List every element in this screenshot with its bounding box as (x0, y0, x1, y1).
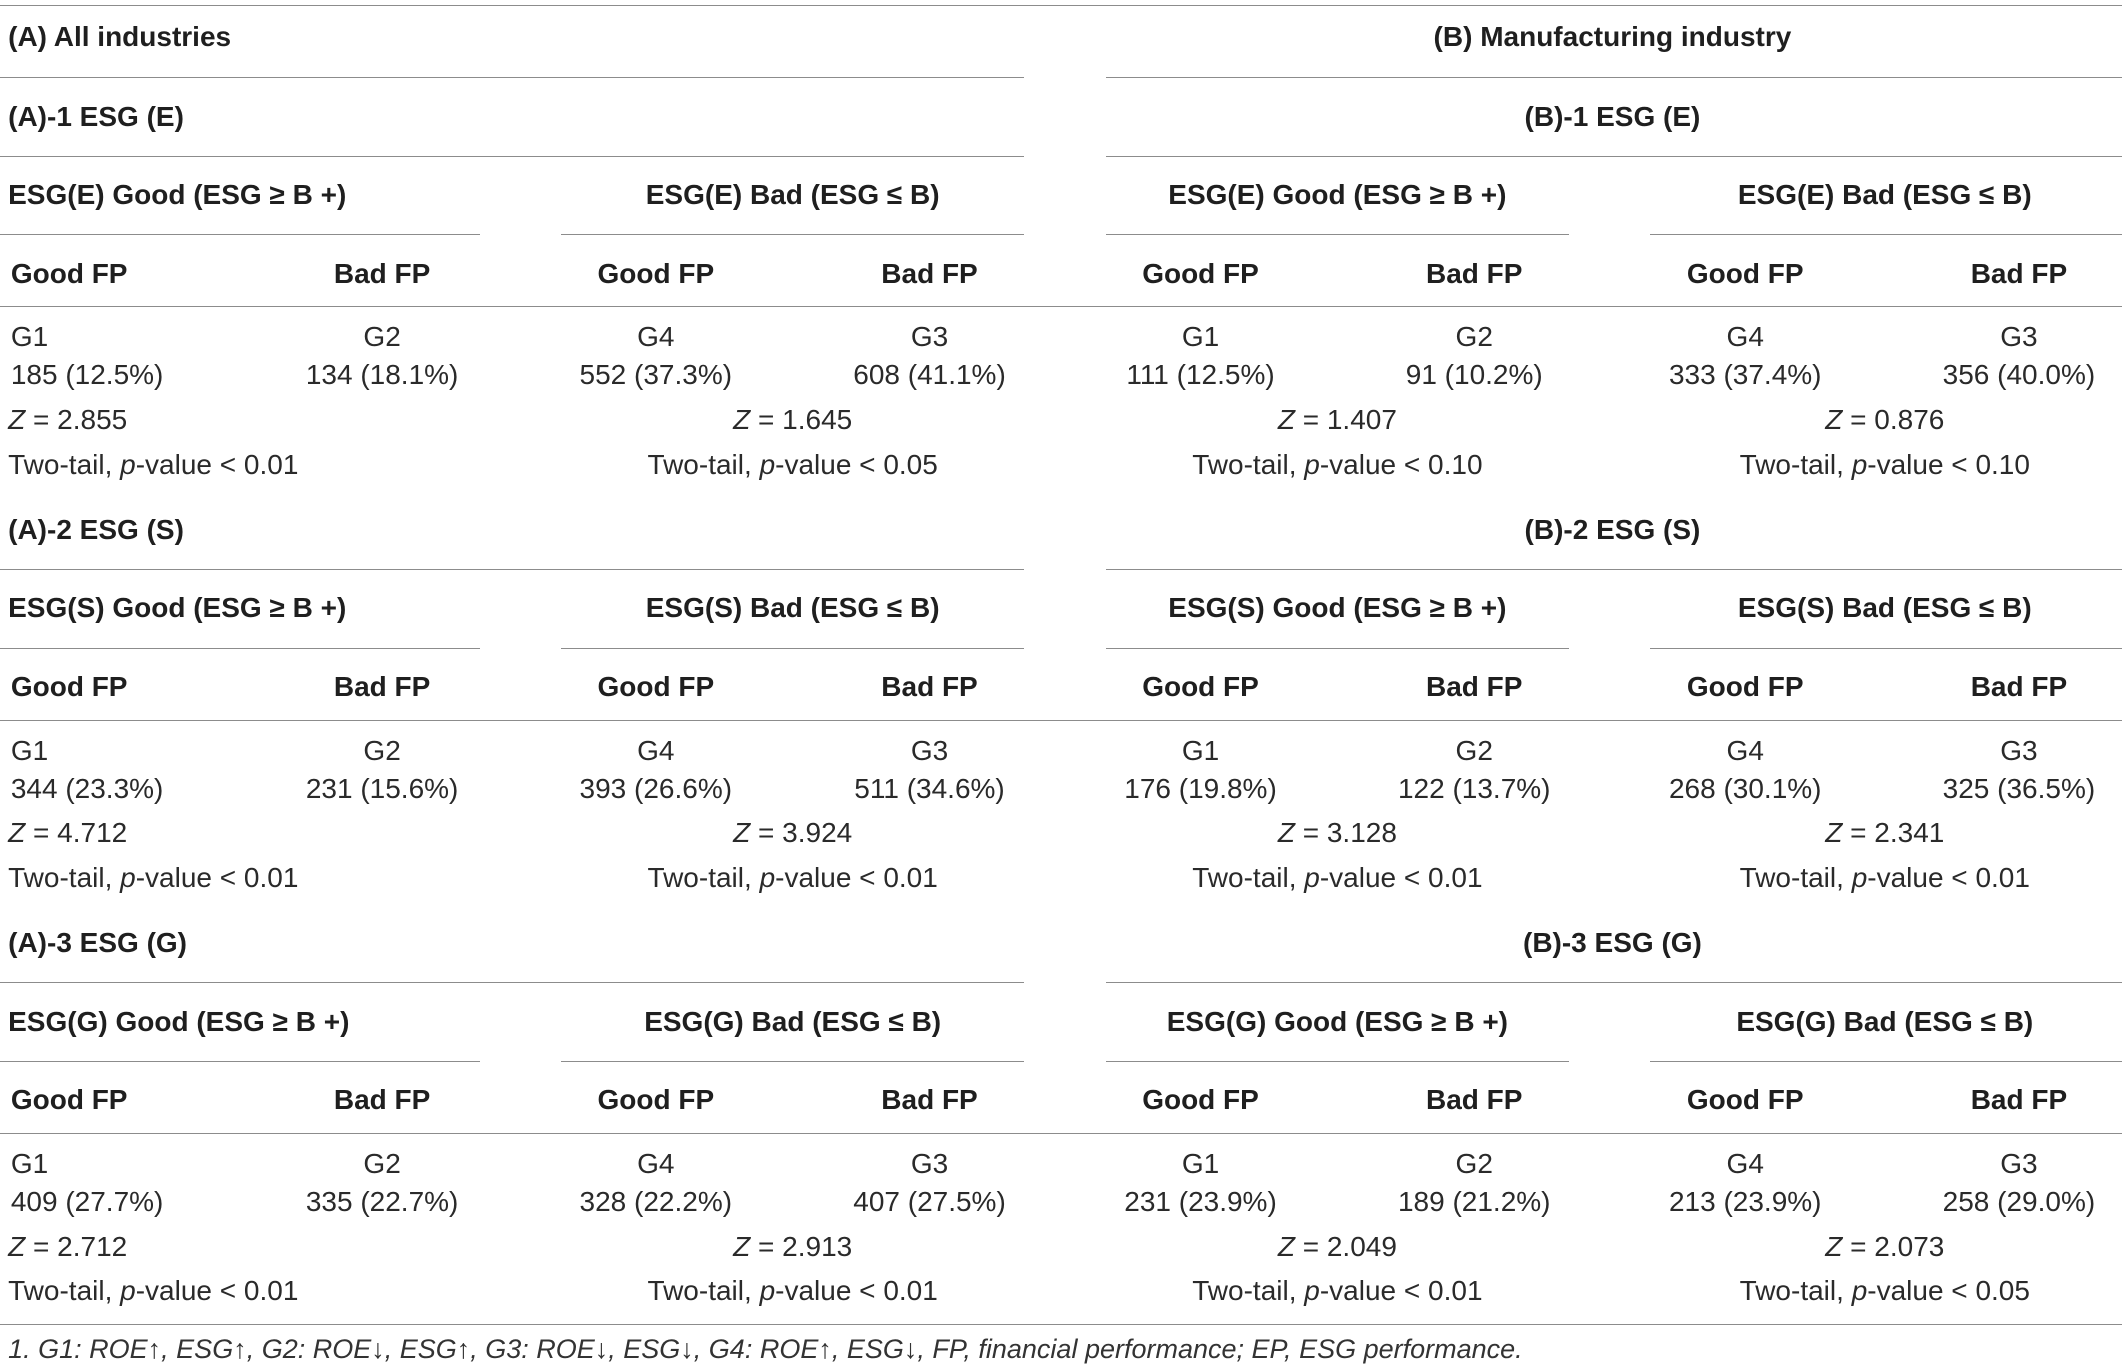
p-value-line (8, 448, 299, 480)
p-value-line (1740, 864, 2030, 892)
count-left: 333 (37.4%) (1668, 359, 1822, 391)
p-value-line (648, 864, 938, 892)
p-value-label: -value (135, 862, 212, 894)
bottom-rule (0, 1324, 2122, 1325)
p-value-label: -value (1867, 1275, 1944, 1307)
good-fp-header: Good FP (597, 1084, 715, 1116)
group-label-left: G4 (637, 1147, 675, 1179)
good-esg-group-header: ESG(E) Good (ESG ≥ B +) (1168, 179, 1507, 211)
z-value: = 4.712 (25, 817, 128, 849)
p-value-line (1192, 1277, 1482, 1305)
section-title-a: (A)-2 ESG (S) (8, 513, 184, 545)
two-tail-label: Two-tail, (1192, 1275, 1305, 1307)
bad-fp-header: Bad FP (881, 670, 978, 702)
z-statistic (733, 406, 852, 434)
bad-esg-group-header: ESG(G) Bad (ESG ≤ B) (1736, 1005, 2034, 1037)
p-symbol: p (120, 1275, 136, 1307)
p-symbol: p (1304, 1275, 1320, 1307)
z-symbol: Z (1825, 817, 1843, 849)
rule-under-group-header (561, 1061, 1024, 1062)
z-statistic (733, 819, 852, 847)
z-statistic (8, 1230, 128, 1262)
rule-under-section-title-a (0, 982, 1024, 983)
bad-fp-header: Bad FP (1426, 670, 1523, 702)
good-fp-header: Good FP (1686, 670, 1804, 702)
group-label-left: G1 (10, 734, 49, 766)
section-title-a: (A)-3 ESG (G) (8, 927, 188, 959)
p-threshold: < 0.01 (1396, 1275, 1483, 1307)
rule-under-group-header (1650, 648, 2122, 649)
two-tail-label: Two-tail, (8, 448, 121, 480)
good-fp-header: Good FP (10, 670, 128, 702)
rule-under-section-title-a (0, 569, 1024, 570)
p-threshold: < 0.10 (1396, 448, 1483, 480)
p-symbol: p (120, 862, 136, 894)
group-label-right: G2 (1455, 1147, 1493, 1179)
z-value: = 2.712 (25, 1230, 128, 1262)
p-value-label: -value (1319, 1275, 1397, 1307)
rule-under-group-header (561, 234, 1024, 235)
p-symbol: p (759, 448, 776, 480)
bad-fp-header: Bad FP (881, 1084, 978, 1116)
group-label-left: G1 (1181, 734, 1220, 766)
rule-under-group-header (1106, 234, 1569, 235)
z-symbol: Z (733, 1230, 751, 1262)
good-fp-header: Good FP (1142, 257, 1259, 289)
count-left: 111 (12.5%) (1126, 359, 1275, 391)
two-tail-label: Two-tail, (1739, 448, 1852, 480)
z-value: = 3.924 (750, 817, 853, 849)
rule-under-section-title-b (1106, 156, 2122, 157)
p-value-line (648, 1277, 938, 1305)
group-label-right: G3 (2000, 734, 2038, 766)
z-statistic (8, 406, 127, 434)
p-value-label: -value (135, 1275, 212, 1307)
z-value: = 3.128 (1294, 817, 1397, 849)
count-left: 268 (30.1%) (1668, 772, 1822, 804)
z-statistic (1278, 406, 1397, 434)
p-threshold: < 0.01 (212, 1275, 299, 1307)
z-value: = 1.407 (1294, 404, 1397, 436)
group-label-left: G4 (1726, 734, 1764, 766)
good-esg-group-header: ESG(G) Good (ESG ≥ B +) (8, 1005, 350, 1037)
p-value-label: -value (775, 1275, 852, 1307)
group-label-right: G3 (2000, 321, 2038, 353)
p-threshold: < 0.05 (1943, 1275, 2030, 1307)
count-right: 122 (13.7%) (1397, 772, 1551, 804)
group-label-left: G4 (1726, 321, 1764, 353)
p-value-label: -value (135, 448, 212, 480)
z-symbol: Z (8, 404, 26, 436)
rule-under-group-header (1106, 648, 1569, 649)
two-tail-label: Two-tail, (647, 448, 760, 480)
z-statistic (733, 1230, 853, 1262)
good-fp-header: Good FP (597, 670, 715, 702)
bad-esg-group-header: ESG(S) Bad (ESG ≤ B) (1737, 592, 2032, 624)
rule-under-section-title-a (0, 156, 1024, 157)
p-symbol: p (1851, 448, 1868, 480)
p-value-label: -value (1867, 448, 1944, 480)
rule-under-fp-header (0, 720, 2122, 721)
group-label-left: G1 (1181, 1147, 1220, 1179)
good-fp-header: Good FP (1686, 1084, 1804, 1116)
group-label-left: G1 (10, 1147, 49, 1179)
good-esg-group-header: ESG(S) Good (ESG ≥ B +) (8, 592, 347, 624)
rule-under-group-header (1106, 1061, 1569, 1062)
rule-under-fp-header (0, 306, 2122, 307)
count-left: 176 (19.8%) (1124, 772, 1277, 804)
rule-under-group-header (0, 234, 480, 235)
rule-under-group-header (0, 648, 480, 649)
p-value-line (1192, 864, 1482, 892)
count-left: 552 (37.3%) (579, 359, 733, 391)
p-value-line (647, 448, 938, 480)
footnote: 1. G1: ROE↑, ESG↑, G2: ROE↓, ESG↑, G3: ROE↓, ESG↓, G4: ROE↑, ESG↓, FP, financial performance; EP, ESG performance. (8, 1334, 1523, 1365)
bad-esg-group-header: ESG(E) Bad (ESG ≤ B) (645, 179, 940, 211)
p-threshold: < 0.01 (212, 448, 299, 480)
bad-fp-header: Bad FP (333, 670, 431, 702)
count-right: 511 (34.6%) (854, 772, 1005, 804)
z-symbol: Z (733, 404, 751, 436)
p-value-line (1739, 448, 2030, 480)
two-tail-label: Two-tail, (647, 1275, 760, 1307)
good-fp-header: Good FP (597, 257, 715, 289)
group-label-right: G2 (363, 1147, 401, 1179)
z-symbol: Z (733, 817, 751, 849)
z-value: = 2.855 (25, 404, 128, 436)
z-symbol: Z (1277, 817, 1295, 849)
z-symbol: Z (1825, 404, 1843, 436)
p-value-label: -value (1867, 862, 1944, 894)
p-threshold: < 0.10 (1943, 448, 2030, 480)
group-label-left: G4 (637, 734, 675, 766)
count-left: 328 (22.2%) (579, 1185, 733, 1217)
count-left: 185 (12.5%) (10, 359, 164, 391)
z-value: = 2.073 (1842, 1230, 1945, 1262)
z-symbol: Z (8, 1230, 26, 1262)
z-value: = 2.913 (750, 1230, 853, 1262)
rule-under-section-title-b (1106, 569, 2122, 570)
p-value-label: -value (1319, 448, 1397, 480)
count-right: 325 (36.5%) (1942, 772, 2096, 804)
count-right: 258 (29.0%) (1942, 1185, 2096, 1217)
good-esg-group-header: ESG(S) Good (ESG ≥ B +) (1168, 592, 1507, 624)
p-threshold: < 0.01 (1943, 862, 2030, 894)
good-fp-header: Good FP (10, 1084, 128, 1116)
bad-fp-header: Bad FP (333, 1084, 431, 1116)
z-value: = 2.049 (1294, 1230, 1397, 1262)
section-title-b: (B)-3 ESG (G) (1522, 927, 1702, 959)
good-fp-header: Good FP (1686, 257, 1804, 289)
section-title-b: (B)-2 ESG (S) (1524, 513, 1701, 545)
z-symbol: Z (1277, 1230, 1295, 1262)
count-left: 409 (27.7%) (10, 1185, 164, 1217)
bad-fp-header: Bad FP (1426, 1084, 1523, 1116)
rule-under-group-header (0, 1061, 480, 1062)
rule-under-header-a (0, 77, 1024, 78)
z-value: = 1.645 (750, 404, 853, 436)
count-right: 231 (15.6%) (305, 772, 459, 804)
z-statistic (1278, 819, 1397, 847)
rule-under-header-b (1106, 77, 2122, 78)
group-label-left: G1 (1181, 321, 1220, 353)
group-label-left: G4 (637, 321, 675, 353)
good-fp-header: Good FP (1142, 670, 1259, 702)
count-left: 344 (23.3%) (10, 772, 164, 804)
count-right: 335 (22.7%) (305, 1185, 459, 1217)
two-tail-label: Two-tail, (647, 862, 760, 894)
bad-esg-group-header: ESG(G) Bad (ESG ≤ B) (644, 1005, 942, 1037)
group-label-right: G2 (363, 734, 401, 766)
z-symbol: Z (1825, 1230, 1843, 1262)
bad-fp-header: Bad FP (1970, 1084, 2068, 1116)
p-symbol: p (759, 1275, 776, 1307)
two-tail-label: Two-tail, (1192, 448, 1305, 480)
section-title-a: (A)-1 ESG (E) (8, 100, 184, 132)
p-threshold: < 0.05 (851, 448, 938, 480)
p-symbol: p (1304, 448, 1320, 480)
good-fp-header: Good FP (1142, 1084, 1259, 1116)
p-symbol: p (1851, 862, 1868, 894)
count-right: 189 (21.2%) (1397, 1185, 1551, 1217)
z-statistic (1277, 1230, 1397, 1262)
group-label-right: G2 (1455, 321, 1493, 353)
rule-under-fp-header (0, 1133, 2122, 1134)
p-value-label: -value (1319, 862, 1397, 894)
group-label-right: G3 (910, 321, 949, 353)
p-threshold: < 0.01 (1396, 862, 1483, 894)
bad-fp-header: Bad FP (333, 257, 431, 289)
bad-fp-header: Bad FP (881, 257, 978, 289)
p-symbol: p (1304, 862, 1320, 894)
header-manufacturing-industry: (B) Manufacturing industry (1433, 20, 1792, 52)
bad-fp-header: Bad FP (1426, 257, 1523, 289)
good-fp-header: Good FP (10, 257, 128, 289)
group-label-left: G1 (10, 321, 49, 353)
bad-fp-header: Bad FP (1970, 257, 2068, 289)
two-tail-label: Two-tail, (8, 1275, 121, 1307)
z-statistic (8, 819, 127, 847)
section-title-b: (B)-1 ESG (E) (1524, 100, 1701, 132)
p-threshold: < 0.01 (851, 862, 938, 894)
bad-fp-header: Bad FP (1970, 670, 2068, 702)
p-symbol: p (120, 448, 136, 480)
group-label-left: G4 (1726, 1147, 1764, 1179)
count-left: 213 (23.9%) (1668, 1185, 1822, 1217)
z-statistic (1825, 1230, 1945, 1262)
z-symbol: Z (8, 817, 26, 849)
two-tail-label: Two-tail, (8, 862, 121, 894)
z-statistic (1825, 406, 1944, 434)
p-symbol: p (1851, 1275, 1868, 1307)
bad-esg-group-header: ESG(S) Bad (ESG ≤ B) (645, 592, 940, 624)
good-esg-group-header: ESG(G) Good (ESG ≥ B +) (1166, 1005, 1509, 1037)
two-tail-label: Two-tail, (1739, 862, 1852, 894)
p-threshold: < 0.01 (212, 862, 299, 894)
p-value-line (8, 1277, 298, 1305)
count-right: 356 (40.0%) (1942, 359, 2096, 391)
count-right: 407 (27.5%) (853, 1185, 1006, 1217)
p-value-line (1192, 448, 1483, 480)
header-all-industries: (A) All industries (8, 20, 232, 52)
count-right: 91 (10.2%) (1405, 359, 1543, 391)
p-value-label: -value (775, 448, 852, 480)
rule-under-group-header (1650, 234, 2122, 235)
count-right: 608 (41.1%) (853, 359, 1006, 391)
p-threshold: < 0.01 (851, 1275, 938, 1307)
rule-under-section-title-b (1106, 982, 2122, 983)
count-left: 393 (26.6%) (579, 772, 733, 804)
group-label-right: G3 (2000, 1147, 2038, 1179)
top-rule (0, 5, 2122, 6)
count-right: 134 (18.1%) (305, 359, 459, 391)
p-value-line (1740, 1277, 2030, 1305)
count-left: 231 (23.9%) (1124, 1185, 1277, 1217)
p-value-label: -value (775, 862, 852, 894)
good-esg-group-header: ESG(E) Good (ESG ≥ B +) (8, 179, 347, 211)
p-symbol: p (759, 862, 776, 894)
rule-under-group-header (1650, 1061, 2122, 1062)
z-value: = 2.341 (1842, 817, 1945, 849)
z-value: = 0.876 (1842, 404, 1945, 436)
p-value-line (8, 864, 298, 892)
rule-under-group-header (561, 648, 1024, 649)
group-label-right: G3 (910, 734, 949, 766)
two-tail-label: Two-tail, (1739, 1275, 1852, 1307)
z-symbol: Z (1277, 404, 1295, 436)
group-label-right: G2 (363, 321, 401, 353)
z-statistic (1825, 819, 1944, 847)
group-label-right: G3 (910, 1147, 949, 1179)
group-label-right: G2 (1455, 734, 1493, 766)
bad-esg-group-header: ESG(E) Bad (ESG ≤ B) (1737, 179, 2032, 211)
two-tail-label: Two-tail, (1192, 862, 1305, 894)
